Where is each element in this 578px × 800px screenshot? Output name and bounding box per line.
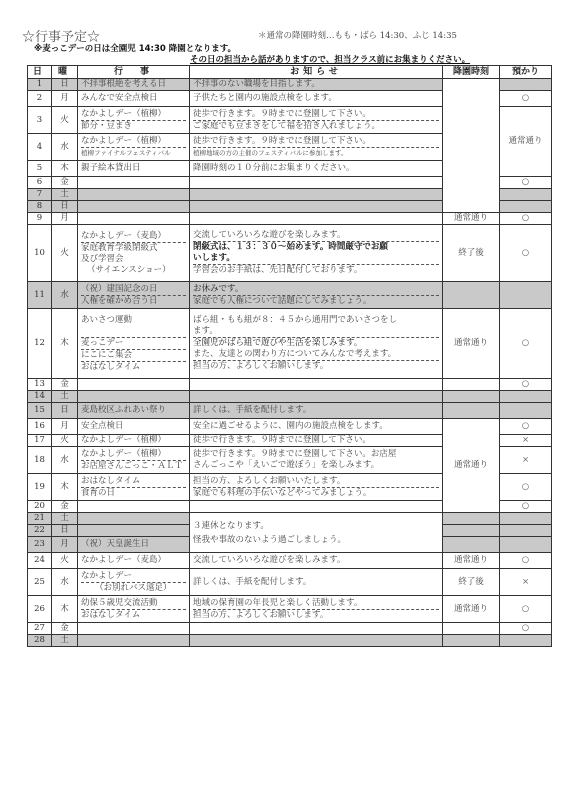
table-row — [28, 379, 552, 391]
event-cell — [78, 201, 190, 213]
time-cell: 終了後 — [443, 225, 500, 282]
notice-cell — [190, 161, 443, 177]
time-cell — [443, 623, 500, 635]
event-cell-line: 人権を確かめ合う日 — [81, 295, 186, 307]
event-cell-line: 及び学習会 — [81, 253, 124, 264]
time-cell — [443, 635, 500, 647]
note-2: その日の担当から話がありますので、担当クラス前にお集まりください。 — [190, 55, 471, 65]
notice-cell-line: 担当の方、よろしくお願いします。 — [193, 360, 439, 372]
weekday-cell: 火 — [52, 435, 78, 447]
azukari-cell — [500, 635, 552, 647]
notice-cell — [190, 189, 443, 201]
table-row — [28, 213, 552, 225]
weekday-cell: 土 — [52, 391, 78, 403]
col-event: 行 事 — [78, 66, 190, 79]
azukari-cell — [500, 309, 552, 379]
weekday-cell: 水 — [52, 134, 78, 161]
event-cell — [78, 553, 190, 569]
event-cell-line: おはなしタイム — [81, 361, 186, 373]
event-cell-line: なかよしデー（植柳） — [81, 135, 167, 146]
azukari-cell — [500, 225, 552, 282]
weekday-cell: 金 — [52, 623, 78, 635]
azukari-cell — [500, 553, 552, 569]
event-cell-line: 幼保５歳児交流活動 — [81, 597, 158, 608]
notice-cell-line: 徒歩で行きます。９時までに登園して下さい。お店屋 — [193, 449, 397, 459]
day-cell: 28 — [28, 635, 52, 647]
notice-cell-line: 詳しくは、手紙を配付します。 — [193, 405, 312, 415]
event-cell-line: にこにこ集会 — [81, 349, 186, 361]
event-cell-line: （祝）建国記念の日 — [81, 283, 158, 294]
time-cell — [443, 282, 500, 309]
day-cell: 4 — [28, 134, 52, 161]
notice-cell — [190, 553, 443, 569]
day-cell: 11 — [28, 282, 52, 309]
notice-cell — [190, 107, 443, 134]
notice-cell-line: 全園児がばら組で遊びや生活を楽しみます。 — [193, 337, 439, 349]
notice-cell — [190, 623, 443, 635]
day-cell: 25 — [28, 569, 52, 596]
event-cell-line: （サイエンスショー） — [87, 264, 171, 275]
time-cell — [443, 79, 500, 213]
day-cell: 22 — [28, 525, 52, 537]
weekday-cell: 日 — [52, 403, 78, 419]
event-cell — [78, 79, 190, 91]
notice-cell — [190, 474, 443, 501]
time-cell: 終了後 — [443, 569, 500, 596]
notice-cell — [190, 635, 443, 647]
azukari-cell — [500, 282, 552, 309]
event-cell-line: 家庭教育学級閉級式 — [81, 242, 186, 254]
event-cell-line: （お別れバス遠足） — [81, 582, 186, 594]
weekday-cell: 日 — [52, 79, 78, 91]
holiday-notice-line: 怪我や事故のないよう過ごしましょう。 — [193, 534, 347, 545]
day-cell: 10 — [28, 225, 52, 282]
notice-cell-line: 徒歩で行きます。９時までに登園して下さい。 — [193, 435, 371, 445]
event-cell-line: なかよしデー（麦島） — [81, 230, 167, 241]
notice-cell — [190, 213, 443, 225]
table-header-row — [28, 66, 552, 79]
time-cell: 通常通り — [443, 596, 500, 623]
schedule-body — [28, 79, 552, 647]
circle-mark: ○ — [521, 421, 530, 431]
notice-cell-line: 詳しくは、手紙を配付します。 — [193, 576, 312, 587]
event-cell — [78, 537, 190, 553]
weekday-cell: 火 — [52, 553, 78, 569]
azukari-cell — [500, 596, 552, 623]
day-cell: 27 — [28, 623, 52, 635]
cross-mark: × — [521, 435, 530, 445]
event-cell — [78, 134, 190, 161]
day-cell: 20 — [28, 501, 52, 513]
col-azukari: 預かり — [500, 66, 552, 79]
time-cell — [443, 391, 500, 403]
col-time: 降園時刻 — [443, 66, 500, 79]
day-cell: 13 — [28, 379, 52, 391]
notice-cell-line: 徒歩で行きます。９時までに登園して下さい。 — [193, 135, 371, 146]
circle-mark: ○ — [521, 379, 530, 389]
day-cell: 7 — [28, 189, 52, 201]
weekday-cell: 水 — [52, 447, 78, 474]
event-cell-line: みんなで安全点検日 — [81, 93, 158, 103]
notice-cell-line: 安全に過ごせるように、園内の施設点検をします。 — [193, 421, 388, 431]
event-cell — [78, 569, 190, 596]
time-cell — [443, 379, 500, 391]
notice-cell — [190, 282, 443, 309]
notice-cell-line: 降園時刻の１０分前にお集まりください。 — [193, 163, 355, 173]
azukari-cell — [500, 177, 552, 189]
event-cell — [78, 525, 190, 537]
circle-mark: ○ — [521, 177, 530, 187]
circle-mark: ○ — [521, 555, 530, 565]
notice-cell — [190, 201, 443, 213]
weekday-cell: 月 — [52, 419, 78, 435]
notice-cell — [190, 569, 443, 596]
day-cell: 5 — [28, 161, 52, 177]
weekday-cell: 月 — [52, 91, 78, 107]
event-cell — [78, 474, 190, 501]
holiday-notice-line: ３連休となります。 — [193, 520, 269, 531]
event-cell — [78, 91, 190, 107]
weekday-cell: 木 — [52, 474, 78, 501]
table-row — [28, 419, 552, 435]
event-cell — [78, 501, 190, 513]
schedule-header — [0, 0, 578, 65]
event-cell — [78, 177, 190, 189]
event-cell-line: なかよしデー（植柳） — [81, 108, 167, 119]
weekday-cell: 火 — [52, 225, 78, 282]
azukari-cell — [500, 391, 552, 403]
event-cell-line: なかよしデー（植柳） — [81, 435, 167, 445]
notice-cell — [190, 391, 443, 403]
event-cell — [78, 623, 190, 635]
circle-mark: ○ — [521, 501, 530, 511]
time-cell — [443, 403, 500, 419]
event-cell-line: なかよしデー — [81, 570, 133, 581]
weekday-cell: 土 — [52, 513, 78, 525]
table-row — [28, 79, 552, 91]
event-cell — [78, 447, 190, 474]
notice-cell — [190, 596, 443, 623]
notice-cell-line: 交流していろいろな遊びを楽しみます。 — [193, 555, 346, 565]
circle-mark: ○ — [521, 623, 530, 633]
event-cell — [78, 189, 190, 201]
notice-cell-line: 担当の方、よろしくお願いいたします。 — [193, 475, 346, 486]
azukari-cell — [500, 569, 552, 596]
azukari-cell — [500, 379, 552, 391]
event-cell-line: （祝）天皇誕生日 — [81, 539, 150, 549]
table-row — [28, 391, 552, 403]
day-cell: 23 — [28, 537, 52, 553]
azukari-cell — [500, 91, 552, 107]
notice-cell-line: 徒歩で行きます。９時までに登園して下さい。 — [193, 108, 371, 119]
day-cell: 18 — [28, 447, 52, 474]
day-cell: 3 — [28, 107, 52, 134]
event-cell-line: 食育の日 — [81, 487, 186, 499]
circle-mark: ○ — [521, 481, 530, 492]
circle-mark: ○ — [521, 213, 530, 223]
note-1: ※麦っこデーの日は全園児 14:30 降園となります。 — [34, 44, 237, 54]
day-cell: 21 — [28, 513, 52, 525]
notice-cell — [190, 134, 443, 161]
notice-cell — [190, 435, 443, 447]
col-weekday: 曜 — [52, 66, 78, 79]
notice-cell-line: 担当の方、よろしくお願いします。 — [193, 609, 439, 621]
circle-mark: ○ — [521, 93, 530, 103]
azukari-cell — [500, 501, 552, 513]
day-cell: 17 — [28, 435, 52, 447]
azukari-cell — [500, 213, 552, 225]
event-cell-line: 節分・豆まき — [81, 120, 186, 132]
event-cell-line: 不拝事根絶を考える日 — [81, 79, 167, 89]
notice-cell-line: 家庭でも人権について話題にしてみましょう。 — [193, 295, 439, 307]
event-cell — [78, 513, 190, 525]
notice-cell — [190, 447, 443, 474]
event-cell — [78, 391, 190, 403]
azukari-cell — [500, 525, 552, 537]
table-row — [28, 635, 552, 647]
notice-cell-line: 閉級式は、１３：３０～始めます。時間厳守でお願 — [193, 241, 439, 253]
event-cell-line: おはなしタイム — [81, 609, 186, 621]
event-cell — [78, 596, 190, 623]
event-cell — [78, 403, 190, 419]
page-title: ☆行事予定☆ — [22, 30, 101, 45]
table-row — [28, 309, 552, 379]
day-cell: 6 — [28, 177, 52, 189]
notice-cell-line: 交流していろいろな遊びを楽しみます。 — [193, 230, 346, 240]
weekday-cell: 月 — [52, 537, 78, 553]
time-cell — [443, 537, 500, 553]
day-cell: 24 — [28, 553, 52, 569]
event-cell — [78, 213, 190, 225]
event-cell — [78, 161, 190, 177]
event-cell-line: なかよしデー（植柳） — [81, 448, 167, 459]
azukari-cell — [500, 79, 552, 91]
azukari-cell — [500, 419, 552, 435]
day-cell: 15 — [28, 403, 52, 419]
notice-cell-line: いします。 — [193, 253, 235, 263]
event-cell — [78, 282, 190, 309]
event-cell-line: 麦島校区ふれあい祭り — [81, 405, 167, 415]
table-row — [28, 513, 552, 525]
azukari-cell — [500, 474, 552, 501]
weekday-cell: 水 — [52, 569, 78, 596]
circle-mark: ○ — [521, 603, 530, 614]
day-cell: 8 — [28, 201, 52, 213]
cross-mark: × — [521, 576, 530, 587]
azukari-cell — [500, 623, 552, 635]
pickup-times: ＊通常の降園時刻…もも・ばら 14:30、ふじ 14:35 — [258, 31, 457, 41]
event-cell-line: あいさつ運動 — [81, 314, 133, 325]
col-notice: お知らせ — [190, 66, 443, 79]
table-row — [28, 553, 552, 569]
day-cell: 19 — [28, 474, 52, 501]
col-day: 日 — [28, 66, 52, 79]
event-cell — [78, 107, 190, 134]
event-cell — [78, 635, 190, 647]
weekday-cell: 金 — [52, 501, 78, 513]
weekday-cell: 土 — [52, 635, 78, 647]
weekday-cell: 日 — [52, 201, 78, 213]
table-row — [28, 403, 552, 419]
schedule-table — [27, 65, 552, 647]
day-cell: 12 — [28, 309, 52, 379]
day-cell: 9 — [28, 213, 52, 225]
notice-cell — [190, 501, 443, 513]
event-cell-line — [81, 326, 186, 337]
holiday-notice — [190, 513, 443, 553]
table-row — [28, 569, 552, 596]
azukari-cell — [500, 435, 552, 447]
table-row — [28, 596, 552, 623]
event-cell — [78, 309, 190, 379]
day-cell: 16 — [28, 419, 52, 435]
event-cell-line: なかよしデー（麦島） — [81, 555, 167, 565]
event-cell — [78, 225, 190, 282]
notice-cell — [190, 379, 443, 391]
notice-cell-line: ばら組・もも組が８：４５から通用門であいさつをし — [193, 315, 398, 325]
notice-cell-line: 子供たちと園内の施設点検をします。 — [193, 93, 337, 103]
weekday-cell: 月 — [52, 213, 78, 225]
event-cell-line: おはなしタイム — [81, 475, 141, 486]
notice-cell — [190, 419, 443, 435]
weekday-cell: 水 — [52, 282, 78, 309]
notice-cell — [190, 177, 443, 189]
event-cell-line: 麦っこデー — [81, 337, 186, 349]
weekday-cell: 火 — [52, 107, 78, 134]
day-cell: 2 — [28, 91, 52, 107]
event-cell-line: 植柳ファイナルフェスティバル — [81, 147, 186, 159]
time-cell: 通常通り — [443, 419, 500, 513]
notice-cell — [190, 225, 443, 282]
event-cell — [78, 419, 190, 435]
circle-mark: ○ — [521, 247, 530, 258]
notice-cell — [190, 403, 443, 419]
event-cell-line: お店屋さんごっこ・ＡＬＴ — [81, 460, 186, 472]
day-cell: 1 — [28, 79, 52, 91]
weekday-cell: 木 — [52, 309, 78, 379]
time-cell: 通常通り — [500, 107, 552, 177]
weekday-cell: 木 — [52, 161, 78, 177]
notice-cell-line: 学習会のお手紙は、先日配付しております。 — [193, 264, 439, 276]
notice-cell-line: 植柳地域の方の主催のフェスティバルに参加します。 — [193, 147, 439, 159]
event-cell-line: 安全点検日 — [81, 421, 124, 431]
day-cell: 14 — [28, 391, 52, 403]
notice-cell — [190, 79, 443, 91]
notice-cell-line: 不拝事のない職場を目指します。 — [193, 79, 320, 89]
event-cell — [78, 435, 190, 447]
weekday-cell: 土 — [52, 189, 78, 201]
azukari-cell — [500, 447, 552, 474]
notice-cell-line: ます。 — [193, 326, 218, 336]
time-cell — [443, 525, 500, 537]
notice-cell-line: 地域の保育園の年長児と楽しく活動します。 — [193, 597, 363, 608]
weekday-cell: 金 — [52, 379, 78, 391]
notice-cell-line: ご家庭でも豆まきをして福を招き入れましょう。 — [193, 120, 439, 132]
notice-cell-line: お休みです。 — [193, 283, 244, 294]
azukari-cell — [500, 201, 552, 213]
notice-cell — [190, 309, 443, 379]
day-cell: 26 — [28, 596, 52, 623]
time-cell — [443, 513, 500, 525]
table-row — [28, 225, 552, 282]
table-row — [28, 623, 552, 635]
weekday-cell: 日 — [52, 525, 78, 537]
notice-cell — [190, 91, 443, 107]
notice-cell-line: さんごっこや「えいごで遊ぼう」を楽しみます。 — [193, 460, 380, 470]
weekday-cell: 木 — [52, 596, 78, 623]
notice-cell-line: また、友達との関わり方についてみんなで考えます。 — [193, 349, 397, 359]
weekday-cell: 金 — [52, 177, 78, 189]
circle-mark: ○ — [521, 338, 530, 348]
azukari-cell — [500, 403, 552, 419]
time-cell: 通常通り — [443, 213, 500, 225]
azukari-cell — [500, 189, 552, 201]
event-cell — [78, 379, 190, 391]
event-cell-line: 親子絵本貸出日 — [81, 163, 141, 173]
azukari-cell — [500, 537, 552, 553]
time-cell: 通常通り — [443, 553, 500, 569]
cross-mark: × — [521, 454, 530, 465]
notice-cell-line: 家庭でも料理の手伝いなどやってみましょう。 — [193, 487, 439, 499]
table-row — [28, 282, 552, 309]
time-cell: 通常通り — [443, 309, 500, 379]
azukari-cell — [500, 513, 552, 525]
